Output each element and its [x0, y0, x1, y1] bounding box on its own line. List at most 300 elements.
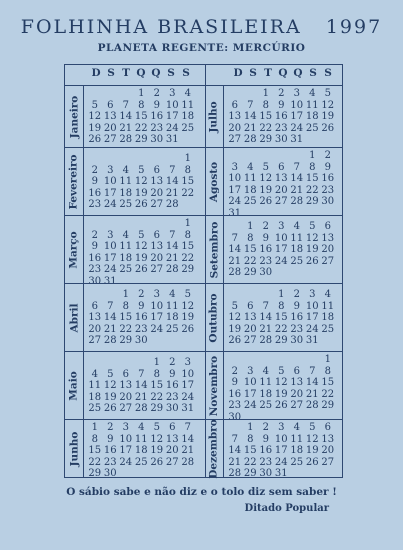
day-number: 16	[165, 380, 179, 392]
day-number: 2	[107, 422, 114, 433]
week-row	[87, 253, 203, 265]
day-number: 31	[274, 468, 288, 479]
day-number: 18	[119, 252, 133, 264]
week-row	[227, 196, 340, 208]
day-number: 24	[165, 122, 179, 134]
day-number: 16	[259, 445, 273, 456]
month-name: Março	[68, 230, 81, 269]
day-number	[87, 153, 103, 165]
day-number	[258, 354, 274, 366]
week-row	[87, 100, 203, 112]
day-number: 28	[165, 264, 179, 275]
day-number: 6	[153, 229, 160, 241]
day-number: 25	[243, 196, 257, 207]
day-number: 9	[231, 377, 238, 388]
day-number	[320, 468, 336, 480]
day-number: 24	[103, 264, 117, 275]
day-number: 9	[138, 300, 145, 312]
day-number: 30	[165, 403, 179, 415]
day-number: 23	[150, 122, 164, 134]
day-number: 6	[324, 221, 331, 233]
day-number: 9	[91, 176, 98, 188]
month-block	[205, 215, 342, 283]
day-number: 2	[262, 221, 269, 233]
month-name-box	[205, 86, 224, 147]
day-number: 26	[150, 456, 164, 468]
week-row	[87, 111, 203, 123]
week-row	[227, 468, 340, 480]
week-row	[227, 256, 340, 268]
day-number: 19	[181, 312, 195, 324]
day-number	[227, 289, 243, 301]
day-number	[87, 357, 103, 369]
month-name-box	[65, 86, 84, 147]
week-row	[87, 199, 203, 211]
day-number: 13	[165, 433, 179, 445]
week-row	[87, 457, 203, 469]
day-number: 21	[134, 391, 148, 403]
day-number: 21	[228, 456, 242, 468]
day-number: 19	[305, 244, 319, 256]
day-number	[118, 218, 134, 230]
day-number: 8	[309, 161, 316, 173]
day-number: 10	[243, 377, 257, 388]
day-number: 7	[184, 422, 191, 433]
day-number: 15	[243, 244, 257, 256]
day-number: 14	[119, 111, 133, 123]
day-number: 7	[293, 161, 300, 173]
day-number: 27	[103, 134, 117, 146]
month-days	[227, 354, 340, 423]
month-name-box	[205, 352, 224, 419]
day-number: 15	[274, 312, 288, 324]
weekday-header-left	[89, 67, 194, 85]
month-days	[87, 357, 203, 415]
day-number: 20	[119, 391, 133, 403]
day-number: 29	[274, 335, 288, 347]
day-number: 18	[88, 391, 102, 403]
week-row	[87, 289, 203, 301]
day-number: 26	[228, 335, 242, 347]
month-days	[87, 422, 203, 480]
day-number	[118, 153, 134, 165]
week-row	[227, 377, 340, 389]
day-number: 7	[169, 229, 176, 241]
day-number: 19	[88, 122, 102, 134]
day-number: 16	[134, 312, 148, 324]
weekday-label: Q	[278, 67, 289, 79]
week-row	[227, 150, 340, 162]
month-name-box	[65, 420, 84, 477]
month-days	[227, 221, 340, 279]
day-number: 28	[165, 199, 179, 211]
day-number: 10	[181, 368, 195, 380]
day-number: 12	[88, 111, 102, 123]
day-number: 1	[262, 88, 269, 100]
day-number: 27	[150, 199, 164, 211]
week-row	[87, 153, 203, 165]
day-number: 18	[321, 312, 335, 324]
day-number: 12	[305, 433, 319, 445]
day-number: 28	[228, 267, 242, 279]
day-number	[165, 218, 181, 230]
week-row	[227, 324, 340, 336]
day-number: 21	[228, 255, 242, 267]
day-number: 14	[181, 433, 195, 445]
day-number: 17	[119, 445, 133, 456]
day-number: 13	[103, 111, 117, 123]
day-number: 22	[150, 391, 164, 403]
day-number	[165, 153, 181, 165]
day-number: 5	[309, 422, 316, 433]
day-number: 10	[274, 433, 288, 445]
day-number: 3	[184, 357, 191, 369]
day-number	[149, 218, 165, 230]
weekday-label: Q	[293, 67, 304, 79]
day-number: 10	[290, 99, 304, 111]
day-number: 13	[119, 380, 133, 392]
day-number: 6	[169, 422, 176, 433]
day-number: 11	[290, 433, 304, 445]
week-row	[87, 335, 203, 347]
day-number: 11	[290, 232, 304, 244]
day-number: 13	[274, 173, 288, 184]
day-number	[118, 88, 134, 100]
weekday-label: S	[249, 67, 258, 79]
day-number: 8	[184, 164, 191, 176]
day-number: 12	[228, 312, 242, 324]
day-number: 4	[247, 161, 254, 173]
week-row	[87, 445, 203, 457]
day-number: 1	[324, 354, 331, 365]
day-number: 1	[122, 289, 129, 301]
day-number: 22	[243, 456, 257, 468]
day-number	[289, 150, 305, 162]
day-number: 5	[309, 221, 316, 233]
day-number: 13	[228, 111, 242, 123]
day-number	[180, 335, 196, 347]
day-number: 3	[107, 164, 114, 176]
day-number: 16	[88, 187, 102, 199]
day-number: 15	[134, 111, 148, 123]
day-number: 22	[243, 255, 257, 267]
day-number: 3	[231, 161, 238, 173]
day-number: 4	[309, 88, 316, 100]
day-number: 13	[150, 176, 164, 188]
day-number: 8	[138, 99, 145, 111]
day-number: 26	[321, 122, 335, 134]
day-number: 7	[122, 99, 129, 111]
weekday-label: D	[91, 67, 102, 79]
week-row	[87, 434, 203, 446]
day-number: 9	[324, 161, 331, 173]
day-number: 9	[262, 232, 269, 244]
day-number: 4	[138, 422, 145, 433]
week-row	[227, 100, 340, 112]
day-number: 23	[274, 122, 288, 134]
day-number: 3	[153, 289, 160, 301]
month-name: Setembro	[208, 221, 220, 278]
day-number	[227, 354, 243, 366]
day-number: 3	[293, 88, 300, 100]
day-number: 10	[228, 173, 242, 184]
week-row	[87, 218, 203, 230]
weekday-label: S	[167, 67, 176, 79]
month-days	[87, 218, 203, 287]
day-number: 18	[165, 312, 179, 324]
month-name: Janeiro	[68, 95, 80, 138]
day-number: 21	[290, 184, 304, 196]
day-number: 26	[134, 199, 148, 211]
day-number: 24	[274, 255, 288, 267]
day-number	[227, 150, 243, 162]
day-number: 9	[107, 433, 114, 445]
day-number: 20	[321, 244, 335, 256]
day-number: 12	[321, 99, 335, 111]
day-number: 27	[119, 403, 133, 415]
weekday-label: S	[324, 67, 333, 79]
day-number: 1	[247, 422, 254, 433]
day-number: 28	[119, 134, 133, 146]
day-number: 20	[274, 184, 288, 196]
week-row	[87, 134, 203, 146]
day-number: 8	[262, 99, 269, 111]
month-block	[65, 215, 205, 287]
month-block	[205, 351, 342, 423]
day-number: 31	[290, 134, 304, 146]
day-number: 29	[243, 267, 257, 279]
day-number: 7	[262, 300, 269, 312]
day-number	[274, 267, 290, 279]
day-number: 1	[153, 357, 160, 369]
day-number: 23	[228, 400, 242, 411]
day-number	[134, 153, 150, 165]
day-number: 3	[278, 422, 285, 433]
week-row	[227, 123, 340, 135]
day-number: 2	[262, 422, 269, 433]
week-row	[227, 445, 340, 457]
day-number: 30	[134, 335, 148, 347]
day-number: 23	[259, 456, 273, 468]
day-number: 6	[324, 422, 331, 433]
day-number: 21	[165, 187, 179, 199]
day-number: 11	[119, 241, 133, 252]
day-number: 19	[134, 252, 148, 264]
day-number: 16	[88, 252, 102, 264]
day-number: 22	[119, 323, 133, 335]
week-row	[227, 301, 340, 313]
day-number: 25	[88, 403, 102, 415]
day-number: 12	[134, 241, 148, 252]
day-number: 25	[305, 122, 319, 134]
day-number: 20	[88, 323, 102, 335]
day-number: 25	[290, 456, 304, 468]
week-row	[87, 165, 203, 177]
day-number	[134, 468, 150, 480]
day-number: 25	[290, 255, 304, 267]
day-number	[118, 468, 134, 480]
day-number: 7	[231, 433, 238, 445]
day-number: 30	[228, 411, 242, 423]
day-number: 21	[259, 323, 273, 335]
day-number	[305, 354, 321, 366]
day-number: 9	[293, 300, 300, 312]
day-number: 17	[181, 380, 195, 392]
day-number: 8	[153, 368, 160, 380]
day-number	[258, 150, 274, 162]
week-row	[87, 88, 203, 100]
day-number: 17	[228, 184, 242, 196]
month-name: Outubro	[208, 292, 220, 343]
day-number	[305, 267, 321, 279]
day-number: 7	[247, 99, 254, 111]
day-number: 10	[165, 99, 179, 111]
day-number: 31	[228, 207, 242, 219]
day-number: 11	[134, 433, 148, 445]
week-row	[87, 176, 203, 188]
day-number: 21	[181, 445, 195, 456]
weekday-label: T	[264, 67, 273, 79]
month-days	[87, 289, 203, 347]
day-number: 6	[107, 99, 114, 111]
day-number: 17	[274, 244, 288, 256]
day-number: 14	[165, 241, 179, 252]
day-number: 21	[243, 122, 257, 134]
day-number: 1	[184, 153, 191, 165]
day-number: 4	[184, 88, 191, 100]
day-number: 10	[103, 176, 117, 188]
month-name-box	[205, 420, 224, 477]
day-number: 16	[103, 445, 117, 456]
quote-attribution: Ditado Popular	[244, 503, 329, 514]
week-row	[227, 173, 340, 185]
day-number: 26	[259, 196, 273, 207]
day-number: 11	[165, 300, 179, 312]
day-number: 17	[274, 445, 288, 456]
day-number: 20	[150, 252, 164, 264]
day-number	[243, 88, 259, 100]
day-number: 5	[107, 368, 114, 380]
day-number: 28	[305, 400, 319, 411]
day-number: 13	[150, 241, 164, 252]
day-number: 27	[88, 335, 102, 347]
day-number: 30	[259, 267, 273, 279]
day-number: 15	[305, 173, 319, 184]
day-number: 10	[305, 300, 319, 312]
day-number: 14	[259, 312, 273, 324]
day-number: 28	[228, 468, 242, 479]
day-number: 22	[134, 122, 148, 134]
day-number	[134, 357, 150, 369]
calendar-subtitle: PLANETA REGENTE: MERCÚRIO	[97, 42, 306, 54]
month-block	[205, 147, 342, 219]
day-number: 11	[181, 99, 195, 111]
day-number: 19	[274, 388, 288, 400]
day-number: 14	[103, 312, 117, 324]
day-number: 8	[278, 300, 285, 312]
day-number: 1	[138, 88, 145, 100]
day-number: 29	[88, 468, 102, 479]
day-number	[103, 88, 119, 100]
day-number	[243, 354, 259, 366]
day-number	[134, 218, 150, 230]
day-number: 19	[259, 184, 273, 196]
day-number: 6	[278, 161, 285, 173]
day-number: 28	[181, 456, 195, 468]
day-number: 19	[134, 187, 148, 199]
day-number: 24	[274, 456, 288, 468]
week-row	[87, 357, 203, 369]
day-number: 6	[247, 300, 254, 312]
day-number	[305, 468, 321, 480]
day-number: 10	[103, 241, 117, 252]
day-number: 25	[259, 400, 273, 411]
day-number: 22	[274, 323, 288, 335]
day-number: 17	[290, 111, 304, 123]
day-number: 4	[262, 365, 269, 377]
day-number: 29	[243, 468, 257, 479]
month-name-box	[205, 148, 224, 215]
day-number	[274, 354, 290, 366]
day-number	[165, 468, 181, 480]
weekday-label: S	[309, 67, 318, 79]
week-row	[87, 301, 203, 313]
day-number: 25	[321, 323, 335, 335]
weekday-label: S	[182, 67, 191, 79]
week-row	[227, 185, 340, 197]
day-number: 7	[138, 368, 145, 380]
day-number: 24	[290, 122, 304, 134]
day-number: 18	[119, 187, 133, 199]
day-number: 15	[150, 380, 164, 392]
week-row	[227, 335, 340, 347]
day-number: 14	[305, 377, 319, 388]
day-number: 8	[122, 300, 129, 312]
day-number: 24	[103, 199, 117, 211]
day-number: 7	[231, 232, 238, 244]
day-number: 18	[290, 445, 304, 456]
day-number: 30	[290, 335, 304, 347]
day-number: 21	[119, 122, 133, 134]
day-number: 24	[119, 456, 133, 468]
day-number: 23	[259, 255, 273, 267]
week-row	[227, 289, 340, 301]
day-number: 15	[259, 111, 273, 123]
day-number: 17	[305, 312, 319, 324]
day-number: 5	[153, 422, 160, 433]
day-number: 4	[293, 221, 300, 233]
day-number: 2	[231, 365, 238, 377]
month-block	[205, 419, 342, 477]
day-number: 27	[243, 335, 257, 347]
day-number: 22	[181, 252, 195, 264]
day-number: 15	[181, 241, 195, 252]
month-name: Novembro	[208, 355, 220, 416]
month-name-box	[205, 216, 224, 283]
day-number: 31	[103, 275, 117, 287]
day-number: 20	[165, 445, 179, 456]
week-row	[227, 162, 340, 174]
day-number: 12	[305, 232, 319, 244]
day-number: 26	[134, 264, 148, 275]
day-number: 4	[324, 289, 331, 301]
day-number: 16	[321, 173, 335, 184]
day-number: 9	[153, 99, 160, 111]
month-name: Dezembro	[208, 418, 221, 479]
week-row	[87, 369, 203, 381]
day-number: 17	[165, 111, 179, 123]
week-row	[227, 354, 340, 366]
